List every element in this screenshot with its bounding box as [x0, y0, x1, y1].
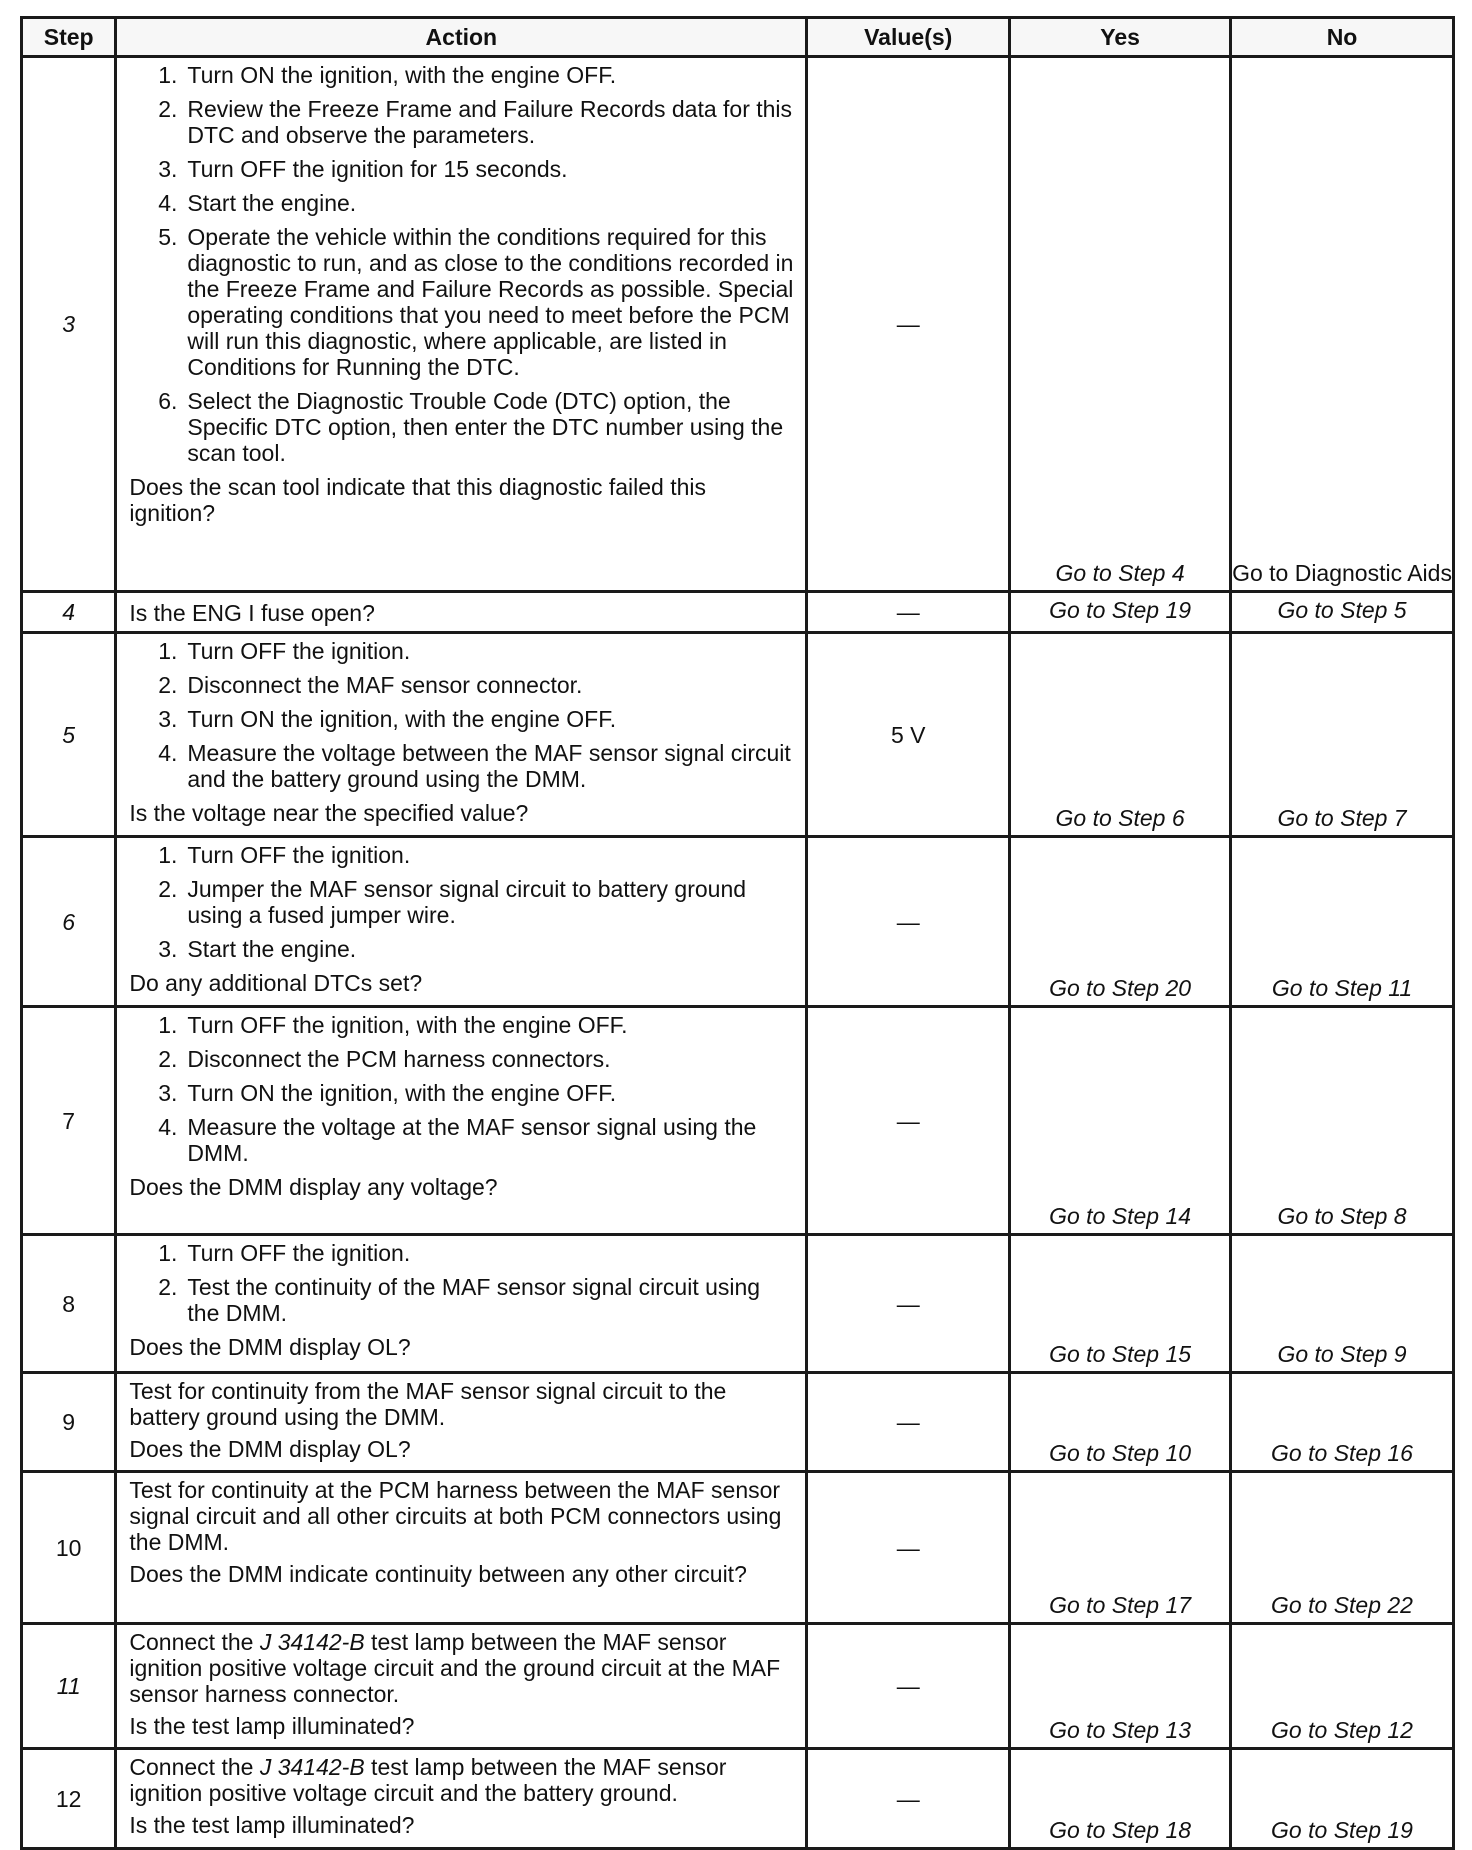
header-no: No — [1231, 18, 1454, 57]
list-item: 1. Turn ON the ignition, with the engine OFF. — [158, 62, 617, 88]
action-steps — [129, 1240, 795, 1326]
step-number: 6 — [22, 837, 116, 1007]
action-cell — [116, 1472, 807, 1624]
value-cell: — — [807, 1472, 1010, 1624]
header-row — [22, 18, 1454, 57]
list-item: 2. Review the Freeze Frame and Failure Records data for this DTC and observe the parameters. — [158, 96, 793, 148]
question-text: Does the DMM display OL? — [129, 1436, 411, 1462]
header-action: Action — [116, 18, 807, 57]
no-cell: Go to Step 22 — [1231, 1472, 1454, 1624]
no-cell: Go to Step 9 — [1231, 1235, 1454, 1373]
value-cell: — — [807, 1624, 1010, 1749]
question-text: Is the test lamp illuminated? — [129, 1713, 415, 1739]
list-item: 1. Turn OFF the ignition. — [158, 842, 411, 868]
yes-cell: Go to Step 4 — [1010, 57, 1231, 592]
table-row — [22, 57, 1454, 592]
list-item: 1. Turn OFF the ignition, with the engine OFF. — [158, 1012, 628, 1038]
value-cell: 5 V — [807, 633, 1010, 837]
table-row — [22, 1472, 1454, 1624]
no-cell: Go to Diagnostic Aids — [1231, 57, 1454, 592]
action-cell — [116, 1373, 807, 1472]
action-cell — [116, 1235, 807, 1373]
yes-cell: Go to Step 14 — [1010, 1007, 1231, 1235]
yes-cell: Go to Step 20 — [1010, 837, 1231, 1007]
value-cell: — — [807, 837, 1010, 1007]
action-text: Test for continuity from the MAF sensor signal circuit to the battery ground using the DMM. — [129, 1378, 727, 1430]
question-text: Is the voltage near the specified value? — [129, 800, 529, 826]
list-item: 2. Test the continuity of the MAF sensor signal circuit using the DMM. — [158, 1274, 761, 1326]
no-cell: Go to Step 7 — [1231, 633, 1454, 837]
diagnostic-table — [20, 16, 1455, 1850]
question-text: Does the scan tool indicate that this diagnostic failed this ignition? — [129, 474, 707, 526]
list-item: 4. Measure the voltage between the MAF sensor signal circuit and the battery ground using the DMM. — [158, 740, 791, 792]
list-item: 3. Start the engine. — [158, 936, 357, 962]
step-number: 10 — [22, 1472, 116, 1624]
value-cell: — — [807, 1007, 1010, 1235]
diagnostic-table-sheet — [20, 16, 1455, 1850]
table-row — [22, 1007, 1454, 1235]
action-cell — [116, 1624, 807, 1749]
yes-cell: Go to Step 19 — [1010, 592, 1231, 633]
yes-cell: Go to Step 18 — [1010, 1749, 1231, 1849]
value-cell: — — [807, 1749, 1010, 1849]
no-cell: Go to Step 16 — [1231, 1373, 1454, 1472]
table-row — [22, 1624, 1454, 1749]
table-row — [22, 633, 1454, 837]
action-text: Connect the J 34142-B test lamp between the MAF sensor ignition positive voltage circuit and the ground circuit at the MAF sensor harness connector. — [129, 1629, 781, 1707]
question-text: Does the DMM display any voltage? — [129, 1174, 498, 1200]
question-text: Is the ENG I fuse open? — [129, 600, 375, 626]
action-cell — [116, 1007, 807, 1235]
action-cell — [116, 1749, 807, 1849]
action-text: Test for continuity at the PCM harness between the MAF sensor signal circuit and all other circuits at both PCM connectors using the DMM. — [129, 1477, 782, 1555]
list-item: 5. Operate the vehicle within the conditions required for this diagnostic to run, and as close to the conditions recorded in the Freeze Frame and Failure Records as possible. Special operating conditions that you need to meet before the PCM will run this diagnostic, where applicable, are listed in Conditions for Running the DTC. — [158, 224, 794, 380]
value-cell: — — [807, 1235, 1010, 1373]
action-steps — [129, 842, 795, 962]
header-values: Value(s) — [807, 18, 1010, 57]
no-cell: Go to Step 12 — [1231, 1624, 1454, 1749]
step-number: 9 — [22, 1373, 116, 1472]
question-text: Is the test lamp illuminated? — [129, 1812, 415, 1838]
step-number: 11 — [22, 1624, 116, 1749]
list-item: 4. Measure the voltage at the MAF sensor signal using the DMM. — [158, 1114, 757, 1166]
step-number: 4 — [22, 592, 116, 633]
action-cell — [116, 633, 807, 837]
action-steps — [129, 1012, 795, 1166]
list-item: 1. Turn OFF the ignition. — [158, 1240, 411, 1266]
action-cell — [116, 592, 807, 633]
step-number: 7 — [22, 1007, 116, 1235]
value-cell: — — [807, 57, 1010, 592]
header-yes: Yes — [1010, 18, 1231, 57]
table-row — [22, 1749, 1454, 1849]
action-cell — [116, 837, 807, 1007]
no-cell: Go to Step 11 — [1231, 837, 1454, 1007]
action-cell — [116, 57, 807, 592]
table-row — [22, 1373, 1454, 1472]
step-number: 3 — [22, 57, 116, 592]
value-cell: — — [807, 1373, 1010, 1472]
yes-cell: Go to Step 6 — [1010, 633, 1231, 837]
list-item: 6. Select the Diagnostic Trouble Code (DTC) option, the Specific DTC option, then enter the DTC number using the scan tool. — [158, 388, 784, 466]
list-item: 2. Jumper the MAF sensor signal circuit to battery ground using a fused jumper wire. — [158, 876, 747, 928]
yes-cell: Go to Step 10 — [1010, 1373, 1231, 1472]
action-text: Connect the J 34142-B test lamp between the MAF sensor ignition positive voltage circuit and the battery ground. — [129, 1754, 727, 1806]
table-row — [22, 592, 1454, 633]
action-steps — [129, 62, 795, 466]
step-number: 5 — [22, 633, 116, 837]
no-cell: Go to Step 5 — [1231, 592, 1454, 633]
question-text: Does the DMM display OL? — [129, 1334, 411, 1360]
list-item: 2. Disconnect the PCM harness connectors. — [158, 1046, 611, 1072]
list-item: 4. Start the engine. — [158, 190, 357, 216]
table-row — [22, 837, 1454, 1007]
no-cell: Go to Step 8 — [1231, 1007, 1454, 1235]
table-row — [22, 1235, 1454, 1373]
yes-cell: Go to Step 15 — [1010, 1235, 1231, 1373]
list-item: 1. Turn OFF the ignition. — [158, 638, 411, 664]
question-text: Do any additional DTCs set? — [129, 970, 423, 996]
list-item: 2. Disconnect the MAF sensor connector. — [158, 672, 583, 698]
yes-cell: Go to Step 13 — [1010, 1624, 1231, 1749]
question-text: Does the DMM indicate continuity between any other circuit? — [129, 1561, 747, 1587]
no-cell: Go to Step 19 — [1231, 1749, 1454, 1849]
list-item: 3. Turn OFF the ignition for 15 seconds. — [158, 156, 568, 182]
header-step: Step — [22, 18, 116, 57]
yes-cell: Go to Step 17 — [1010, 1472, 1231, 1624]
action-steps — [129, 638, 795, 792]
list-item: 3. Turn ON the ignition, with the engine OFF. — [158, 706, 617, 732]
tool-reference: J 34142-B — [259, 1754, 365, 1780]
step-number: 8 — [22, 1235, 116, 1373]
list-item: 3. Turn ON the ignition, with the engine OFF. — [158, 1080, 617, 1106]
step-number: 12 — [22, 1749, 116, 1849]
value-cell: — — [807, 592, 1010, 633]
tool-reference: J 34142-B — [259, 1629, 365, 1655]
